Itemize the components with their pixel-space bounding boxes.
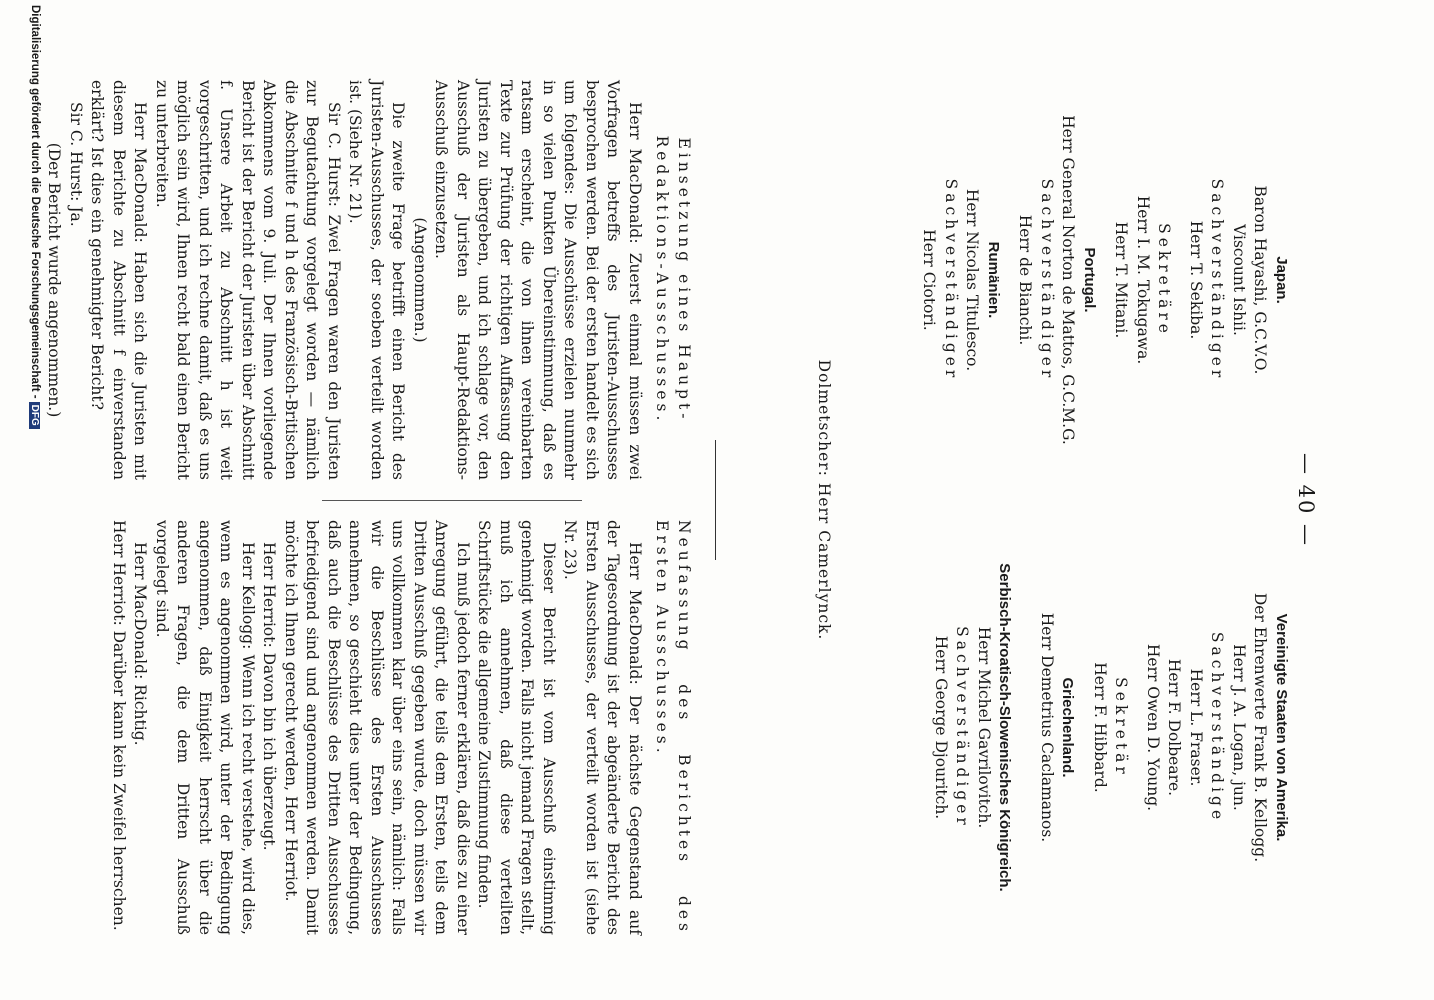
paragraph: Herr Herriot: Darüber kann kein Zweifel herrschen. [110,520,128,931]
paragraph: Herr Herriot: Davon bin ich überzeugt. [260,542,279,851]
paragraph: Ich muß jedoch ferner erklären, daß dies zu einer Anregung geführt, die teils dem Ersten, teils dem Dritten Ausschuß gegeben wurde, doch müssen wir uns vollkommen klar über eins sein, nämlich: Falls wir die Beschlüsse des Ersten Ausschusses annehmen, so geschieht dies unter der Bedingung, daß auch die Beschlüsse des Dritten Ausschusses befriedigend sind und angenommen werden. Damit möchte ich Ihnen gerecht werden, Herr Herriot. [282,520,472,935]
paragraph: Herr MacDonald: Richtig. [131,542,150,746]
dfg-logo: DFG [29,402,40,429]
secretary: Herr I. M. Tokugawa. [1134,195,1152,365]
delegations-left [918,80,1292,480]
country-portugal: Portugal. [1081,247,1098,313]
experts-label: Sachverständige [1208,631,1227,824]
expert: Herr Owen D. Young. [1144,643,1162,812]
secretaries-label: Sekretär [1112,677,1131,778]
member: Herr Nicolas Titulesco. [963,188,982,372]
section-heading: Einsetzung eines Haupt-Redaktions-Ausschusses. [653,135,693,425]
paragraph: (Angenommen.) [411,217,429,343]
secretaries-label: Sekretäre [1155,223,1174,337]
right-text-column [108,520,695,935]
secretary: Herr T. Mitani. [1112,221,1131,339]
expert: Herr Ciotori. [920,229,939,331]
country-greece: Griechenland. [1059,677,1077,778]
member: Herr J. A. Logan, jun. [1230,644,1248,811]
experts-label: Sachverständiger [1208,178,1227,382]
expert: Herr T. Sekiba. [1187,220,1205,340]
paragraph: Dieser Bericht ist vom Ausschuß einstimmig genehmigt worden. Falls nicht jemand Fragen stellt, muß ich annehmen, daß diese verteilten Schriftstücke die allgemeine Zustimmung finden. [475,520,558,935]
interpreter-line: Dolmetscher: Herr Camerlynck. [815,359,833,641]
footer-text: Digitalisierung gefördert durch die Deutsche Forschungsgemeinschaft - [29,5,41,399]
member: Herr Demetrius Caclamanos. [1038,612,1056,843]
member: Baron Hayashi, G.C.V.O. [1251,185,1270,375]
page-number: — 40 — [1294,452,1318,548]
left-text-column [43,80,694,480]
delegations-right [930,520,1293,935]
expert: Herr L. Fraser. [1187,668,1205,787]
paragraph: Herr MacDonald: Haben sich die Juristen mit diesem Berichte zu Abschnitt f einverstanden erklärt? Ist dies ein genehmigter Bericht? [88,80,150,480]
paragraph: Sir C. Hurst: Zwei Fragen waren den Juristen zur Begutachtung vorgelegt worden — nämlich die Abschnitte f und h des Französisch-Britischen Abkommens vom 9. Juli. Der Ihnen vorliegende Bericht ist der Bericht der Juristen über Abschnitt f. Unsere Arbeit zu Abschnitt h ist weit vorgeschritten, und ich rechne damit, daß es uns möglich sein wird, Ihnen recht bald einen Bericht zu unterbreiten. [153,80,343,480]
experts-label: Sachverständiger [942,178,960,382]
section-heading-cont: Ersten Ausschusses. [653,520,672,757]
country-usa: Vereinigte Staaten von Amerika. [1273,613,1290,842]
member: Der Ehrenwerte Frank B. Kellogg. [1251,592,1270,863]
paragraph: Sir C. Hurst: Ja. [67,102,85,227]
member: Viscount Ishii. [1230,224,1248,336]
section-heading: Neufassung des Berichtes des [675,520,693,935]
experts-label: Sachverständiger [953,626,972,829]
member: Herr Michel Gavrilovitch. [975,626,993,829]
expert: Herr F. Dolbeare. [1165,658,1184,797]
paragraph: Herr MacDonald: Der nächste Gegenstand auf der Tagesordnung ist der abgeänderte Bericht des Ersten Ausschusses, der verteilt worden ist (siehe Nr. 23). [561,520,644,935]
country-shs: Serbisch-Kroatisch-Slowenisches Königreich. [996,563,1014,892]
member: Herr General Norton de Mattos, G.C.M.G. [1059,115,1078,445]
expert: Herr George Djouritch. [932,635,950,820]
paragraph: Herr MacDonald: Zuerst einmal müssen zwei Vorfragen betreffs des Juristen-Ausschusses besprochen werden. Bei der ersten handelt es sich um folgendes: Die Ausschüsse erzielen nunmehr in so vielen Punkten Übereinstimmung, daß es ratsam erscheint, die von ihnen vereinbarten Texte zur Prüfung der richtigen Auffassung den Juristen zu übergeben, und ich schlage vor, den Ausschuß der Juristen als Haupt-Redaktions-Ausschuß einzusetzen. [432,80,644,481]
expert: Herr de Bianchi. [1016,214,1035,346]
paragraph: Die zweite Frage betrifft einen Bericht des Juristen-Ausschusses, der soeben verteilt worden ist. (Siehe Nr. 21). [346,80,408,480]
paragraph: Herr Kellogg: Wenn ich recht verstehe, wird dies, wenn es angenommen wird, unter der Bedingung angenommen, daß Einigkeit herrscht über die anderen Fragen, die dem Dritten Ausschuß vorgelegt sind. [153,520,257,935]
country-romania: Rumänien. [985,241,1002,319]
experts-label: Sachverständiger [1038,178,1056,382]
secretary: Herr F. Hibbard. [1091,662,1109,793]
country-japan: Japan. [1273,256,1290,304]
column-divider [322,500,582,501]
paragraph: (Der Bericht wurde angenommen.) [45,142,64,418]
footer-credit [29,5,41,429]
separator-rule [715,440,716,560]
